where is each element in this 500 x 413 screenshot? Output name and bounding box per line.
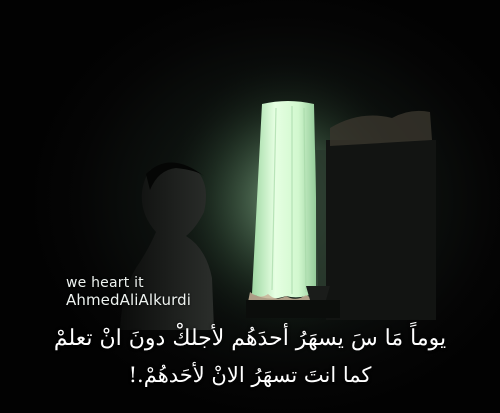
table-silhouette: [246, 300, 340, 318]
watermark: [66, 276, 191, 308]
watermark-brand: we heart it: [66, 275, 144, 291]
watermark-author: AhmedAliAlkurdi: [66, 291, 191, 309]
cabinet: [326, 140, 436, 320]
curtain-window: [252, 101, 318, 299]
lamp-silhouette: [306, 286, 330, 300]
caption-line-1: يوماً مَا سَ يسهَرُ أحدَهُم لأجلكْ دونَ انْ تعلمْ: [53, 326, 447, 351]
caption-line-2: كما انتَ تسهَرُ الانْ لأحَدهُمْ.!: [128, 363, 372, 387]
